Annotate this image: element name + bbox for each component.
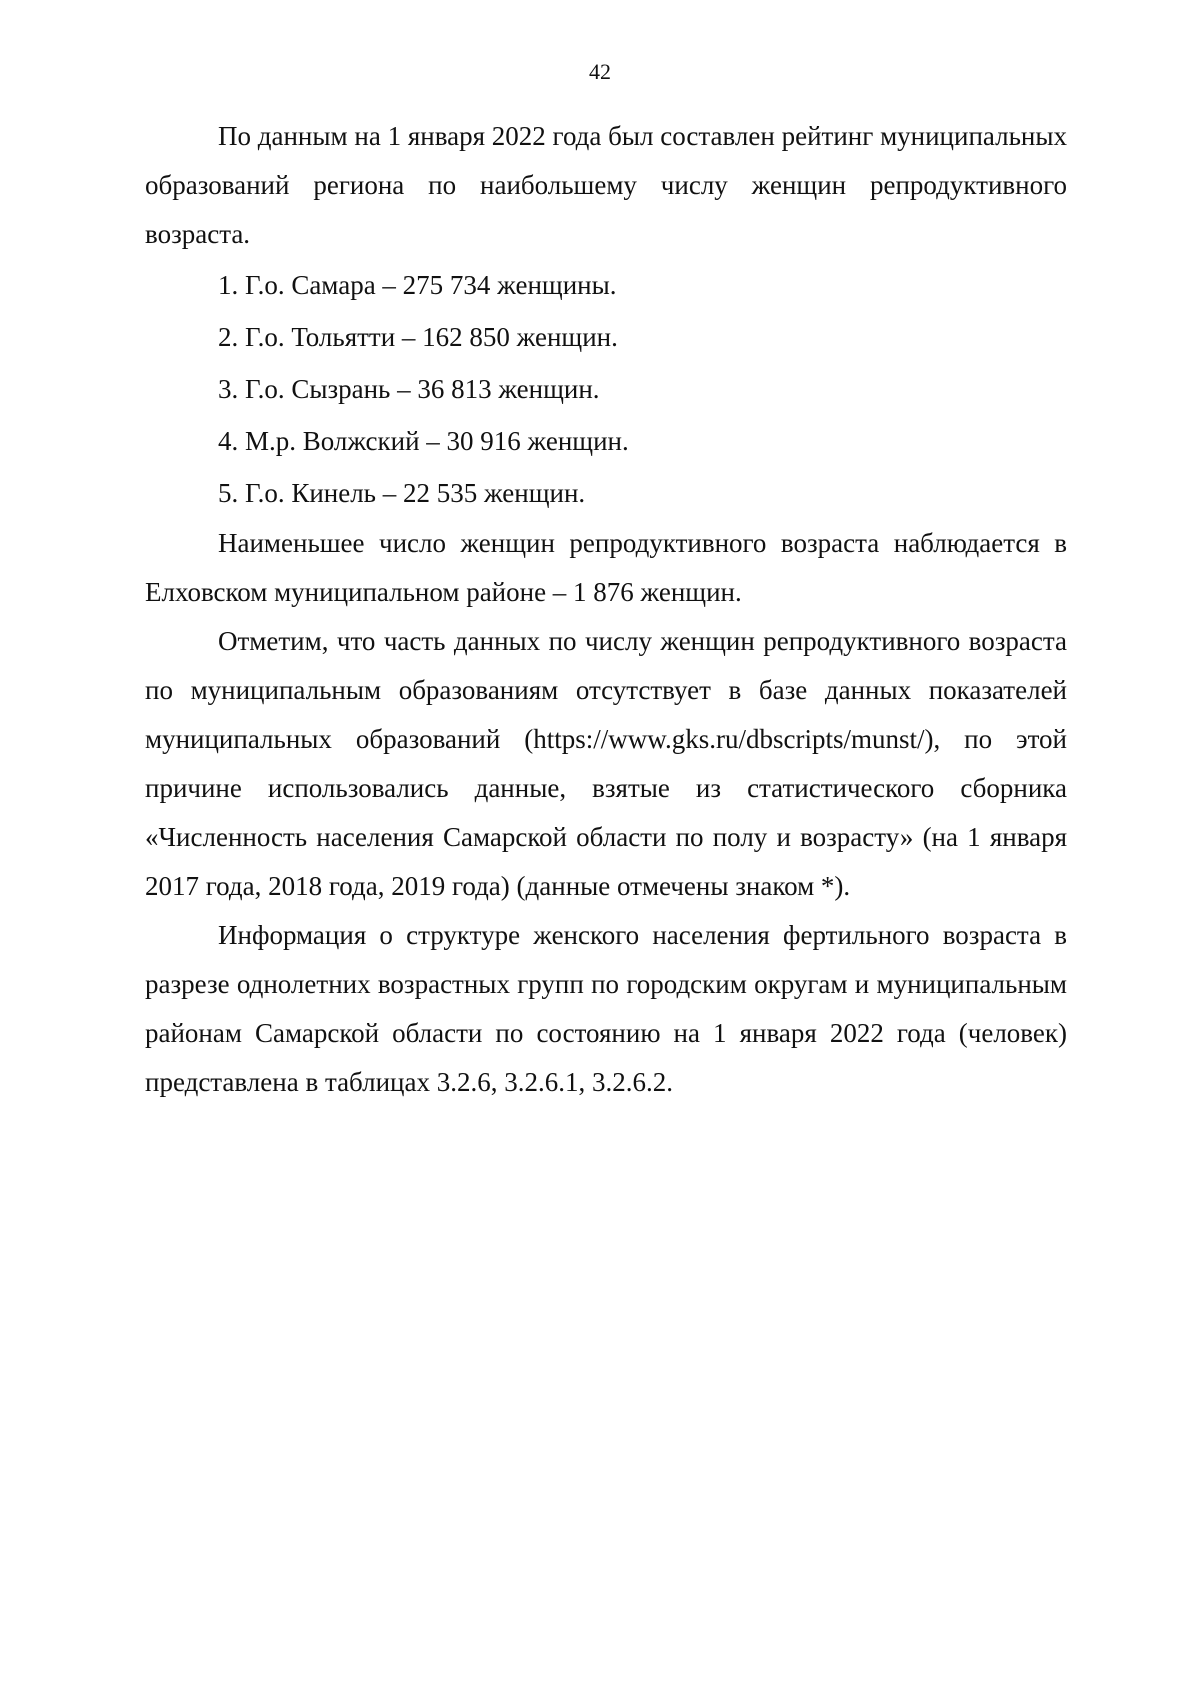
ranking-item-4: 4. М.р. Волжский – 30 916 женщин.	[218, 426, 629, 456]
page-number: 42	[589, 59, 611, 84]
ranking-item-1: 1. Г.о. Самара – 275 734 женщины.	[218, 270, 617, 300]
smallest-paragraph: Наименьшее число женщин репродуктивного возраста наблюдается в Елховском муниципальном районе – 1 876 женщин.	[145, 528, 1067, 607]
note-paragraph	[145, 617, 1067, 911]
ranking-item-5: 5. Г.о. Кинель – 22 535 женщин.	[218, 478, 586, 508]
ranking-list	[145, 259, 1067, 519]
intro-paragraph: По данным на 1 января 2022 года был составлен рейтинг муниципальных образований региона по наибольшему числу женщин репродуктивного возраста.	[145, 121, 1067, 249]
ranking-item-2: 2. Г.о. Тольятти – 162 850 женщин.	[218, 322, 618, 352]
ranking-item-3: 3. Г.о. Сызрань – 36 813 женщин.	[218, 374, 600, 404]
source-url-link[interactable]: https://www.gks.ru/dbscripts/munst/	[533, 724, 925, 754]
note-text-after-url: ), по этой причине использовались данные, взятые из статистического сборника «Численность населения Самарской области по полу и возрасту» (на 1 января 2017 года, 2018 года, 2019 года) (данные отмечены знаком *).	[145, 724, 1067, 901]
page-body	[145, 112, 1067, 1107]
info-paragraph: Информация о структуре женского населения фертильного возраста в разрезе однолетних возрастных групп по городским округам и муниципальным районам Самарской области по состоянию на 1 января 2022 года (человек) представлена в таблицах 3.2.6, 3.2.6.1, 3.2.6.2.	[145, 920, 1067, 1097]
note-text-before-url: Отметим, что часть данных по числу женщин репродуктивного возраста по муниципальным образованиям отсутствует в базе данных показателей муниципальных образований (	[145, 626, 1067, 754]
